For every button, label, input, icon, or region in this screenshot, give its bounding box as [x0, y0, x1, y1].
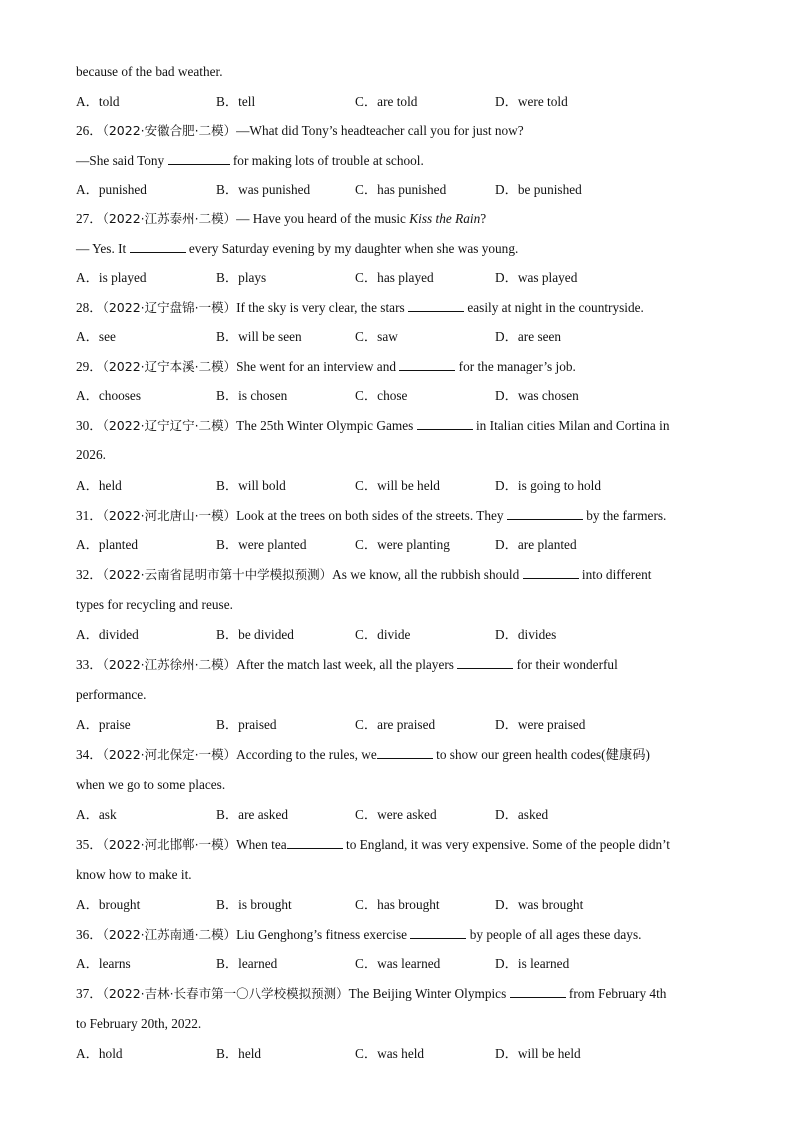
- option-a: A．praise: [76, 717, 131, 732]
- question-number: 34．: [76, 747, 103, 762]
- option-c: C．were planting: [355, 537, 450, 552]
- option-b: B．is chosen: [216, 388, 288, 403]
- question-26-line2: [76, 152, 424, 169]
- answer-blank: [408, 299, 464, 312]
- question-text: —What did Tony’s headteacher call you for just now?: [236, 123, 524, 138]
- question-27-options: [76, 270, 756, 286]
- option-d: D．were praised: [495, 717, 586, 732]
- question-number: 27．: [76, 211, 103, 226]
- question-35-continuation: know how to make it.: [76, 867, 192, 882]
- question-number: 37．: [76, 986, 103, 1001]
- answer-blank: [130, 240, 186, 253]
- option-d: D．are seen: [495, 329, 562, 344]
- question-34-options: [76, 807, 756, 823]
- option-c: C．divide: [355, 627, 411, 642]
- option-c: C．chose: [355, 388, 408, 403]
- option-b: B．tell: [216, 94, 256, 109]
- option-a: A．is played: [76, 270, 147, 285]
- option-d: D．asked: [495, 807, 549, 822]
- question-source: （2022·江苏徐州·二模）: [102, 657, 237, 672]
- answer-blank: [410, 926, 466, 939]
- option-d: D．were told: [495, 94, 568, 109]
- answer-blank: [457, 656, 513, 669]
- question-text: Liu Genghong’s fitness exercise: [236, 927, 408, 942]
- question-number: 35．: [76, 837, 103, 852]
- question-text: ?: [480, 211, 487, 226]
- option-b: B．will be seen: [216, 329, 302, 344]
- question-28-stem: [76, 299, 644, 316]
- option-a: A．planted: [76, 537, 139, 552]
- question-text: After the match last week, all the players: [236, 657, 454, 672]
- option-b: B．plays: [216, 270, 267, 285]
- question-source: （2022·河北邯郸·一模）: [102, 837, 237, 852]
- answer-blank: [377, 746, 433, 759]
- question-text: The Beijing Winter Olympics: [348, 986, 507, 1001]
- question-25-continuation: because of the bad weather.: [76, 64, 223, 79]
- option-c: C．was learned: [355, 956, 441, 971]
- question-33-continuation: performance.: [76, 687, 147, 702]
- question-number: 33．: [76, 657, 103, 672]
- answer-blank: [523, 566, 579, 579]
- question-27-line2: [76, 240, 518, 257]
- question-31-stem: [76, 507, 666, 524]
- question-text: to England, it was very expensive. Some of the people didn’t: [346, 837, 670, 852]
- question-text: — Have you heard of the music: [236, 211, 406, 226]
- question-text: for the manager’s job.: [458, 359, 576, 374]
- question-number: 36．: [76, 927, 103, 942]
- option-a: A．see: [76, 329, 116, 344]
- question-text: — Yes. It: [76, 241, 127, 256]
- question-29-stem: [76, 358, 576, 375]
- question-text: to show our green health codes(健康码): [436, 747, 650, 762]
- answer-blank: [287, 836, 343, 849]
- option-b: B．learned: [216, 956, 278, 971]
- option-c: C．saw: [355, 329, 398, 344]
- option-c: C．are praised: [355, 717, 436, 732]
- question-text: When tea: [236, 837, 287, 852]
- question-text: into different: [581, 567, 652, 582]
- question-text: As we know, all the rubbish should: [332, 567, 520, 582]
- question-source: （2022·安徽合肥·二模）: [102, 123, 237, 138]
- question-30-stem: [76, 417, 669, 434]
- question-26-options: [76, 182, 756, 198]
- question-source: （2022·辽宁辽宁·二模）: [102, 418, 237, 433]
- question-25-options: [76, 94, 756, 110]
- question-36-stem: [76, 926, 641, 943]
- question-34-continuation: when we go to some places.: [76, 777, 226, 792]
- question-number: 29．: [76, 359, 103, 374]
- question-number: 32．: [76, 567, 103, 582]
- question-text: easily at night in the countryside.: [467, 300, 644, 315]
- option-d: D．are planted: [495, 537, 577, 552]
- option-b: B．praised: [216, 717, 277, 732]
- option-b: B．be divided: [216, 627, 294, 642]
- question-source: （2022·辽宁盘锦·一模）: [102, 300, 237, 315]
- option-a: A．ask: [76, 807, 117, 822]
- option-b: B．will bold: [216, 478, 286, 493]
- question-32-continuation: types for recycling and reuse.: [76, 597, 233, 612]
- question-31-options: [76, 537, 756, 553]
- answer-blank: [507, 507, 583, 520]
- option-a: A．divided: [76, 627, 139, 642]
- option-c: C．were asked: [355, 807, 437, 822]
- question-number: 31．: [76, 508, 103, 523]
- question-source: （2022·辽宁本溪·二模）: [102, 359, 237, 374]
- question-text: every Saturday evening by my daughter when she was young.: [188, 241, 519, 256]
- option-a: A．hold: [76, 1046, 123, 1061]
- question-text: in Italian cities Milan and Cortina in: [475, 418, 670, 433]
- option-c: C．has played: [355, 270, 434, 285]
- question-number: 28．: [76, 300, 103, 315]
- option-b: B．was punished: [216, 182, 311, 197]
- question-37-options: [76, 1046, 756, 1062]
- question-33-stem: [76, 656, 618, 673]
- question-35-stem: [76, 836, 670, 853]
- option-d: D．was played: [495, 270, 578, 285]
- question-35-options: [76, 897, 756, 913]
- option-d: D．was chosen: [495, 388, 579, 403]
- option-c: C．has punished: [355, 182, 447, 197]
- question-text: Look at the trees on both sides of the streets. They: [236, 508, 504, 523]
- option-a: A．brought: [76, 897, 141, 912]
- question-28-options: [76, 329, 756, 345]
- option-d: D．is learned: [495, 956, 570, 971]
- question-32-stem: [76, 566, 651, 583]
- question-27-line1: [76, 211, 486, 227]
- question-source: （2022·云南省昆明市第十中学模拟预测）: [102, 567, 333, 582]
- answer-blank: [510, 985, 566, 998]
- option-a: A．chooses: [76, 388, 141, 403]
- option-a: A．held: [76, 478, 122, 493]
- option-d: D．be punished: [495, 182, 582, 197]
- option-d: D．will be held: [495, 1046, 581, 1061]
- question-text: by people of all ages these days.: [469, 927, 642, 942]
- question-number: 30．: [76, 418, 103, 433]
- option-a: A．punished: [76, 182, 147, 197]
- question-text: by the farmers.: [586, 508, 667, 523]
- option-b: B．were planted: [216, 537, 307, 552]
- question-source: （2022·河北唐山·一模）: [102, 508, 237, 523]
- question-37-stem: [76, 985, 666, 1002]
- question-34-stem: [76, 746, 650, 763]
- option-d: D．divides: [495, 627, 557, 642]
- question-text: She went for an interview and: [236, 359, 396, 374]
- answer-blank: [417, 417, 473, 430]
- question-33-options: [76, 717, 756, 733]
- option-b: B．held: [216, 1046, 262, 1061]
- question-text: —She said Tony: [76, 153, 165, 168]
- option-d: D．is going to hold: [495, 478, 602, 493]
- song-title: Kiss the Rain: [409, 211, 481, 226]
- option-c: C．are told: [355, 94, 418, 109]
- question-text: from February 4th: [568, 986, 667, 1001]
- question-text: for their wonderful: [516, 657, 618, 672]
- option-c: C．has brought: [355, 897, 440, 912]
- question-29-options: [76, 388, 756, 404]
- question-source: （2022·吉林·长春市第一〇八学校模拟预测）: [102, 986, 349, 1001]
- question-source: （2022·河北保定·一模）: [102, 747, 237, 762]
- question-37-continuation: to February 20th, 2022.: [76, 1016, 202, 1031]
- answer-blank: [168, 152, 230, 165]
- question-text: The 25th Winter Olympic Games: [236, 418, 414, 433]
- question-36-options: [76, 956, 756, 972]
- answer-blank: [399, 358, 455, 371]
- option-c: C．will be held: [355, 478, 440, 493]
- option-c: C．was held: [355, 1046, 425, 1061]
- question-source: （2022·江苏南通·二模）: [102, 927, 237, 942]
- question-text: If the sky is very clear, the stars: [236, 300, 405, 315]
- question-26-line1: [76, 123, 524, 139]
- option-a: A．told: [76, 94, 120, 109]
- question-30-options: [76, 478, 756, 494]
- question-text: for making lots of trouble at school.: [232, 153, 424, 168]
- option-b: B．are asked: [216, 807, 288, 822]
- option-b: B．is brought: [216, 897, 292, 912]
- question-30-continuation: 2026.: [76, 447, 106, 462]
- option-d: D．was brought: [495, 897, 584, 912]
- question-number: 26．: [76, 123, 103, 138]
- option-a: A．learns: [76, 956, 131, 971]
- question-source: （2022·江苏泰州·二模）: [102, 211, 237, 226]
- question-text: According to the rules, we: [236, 747, 377, 762]
- question-32-options: [76, 627, 756, 643]
